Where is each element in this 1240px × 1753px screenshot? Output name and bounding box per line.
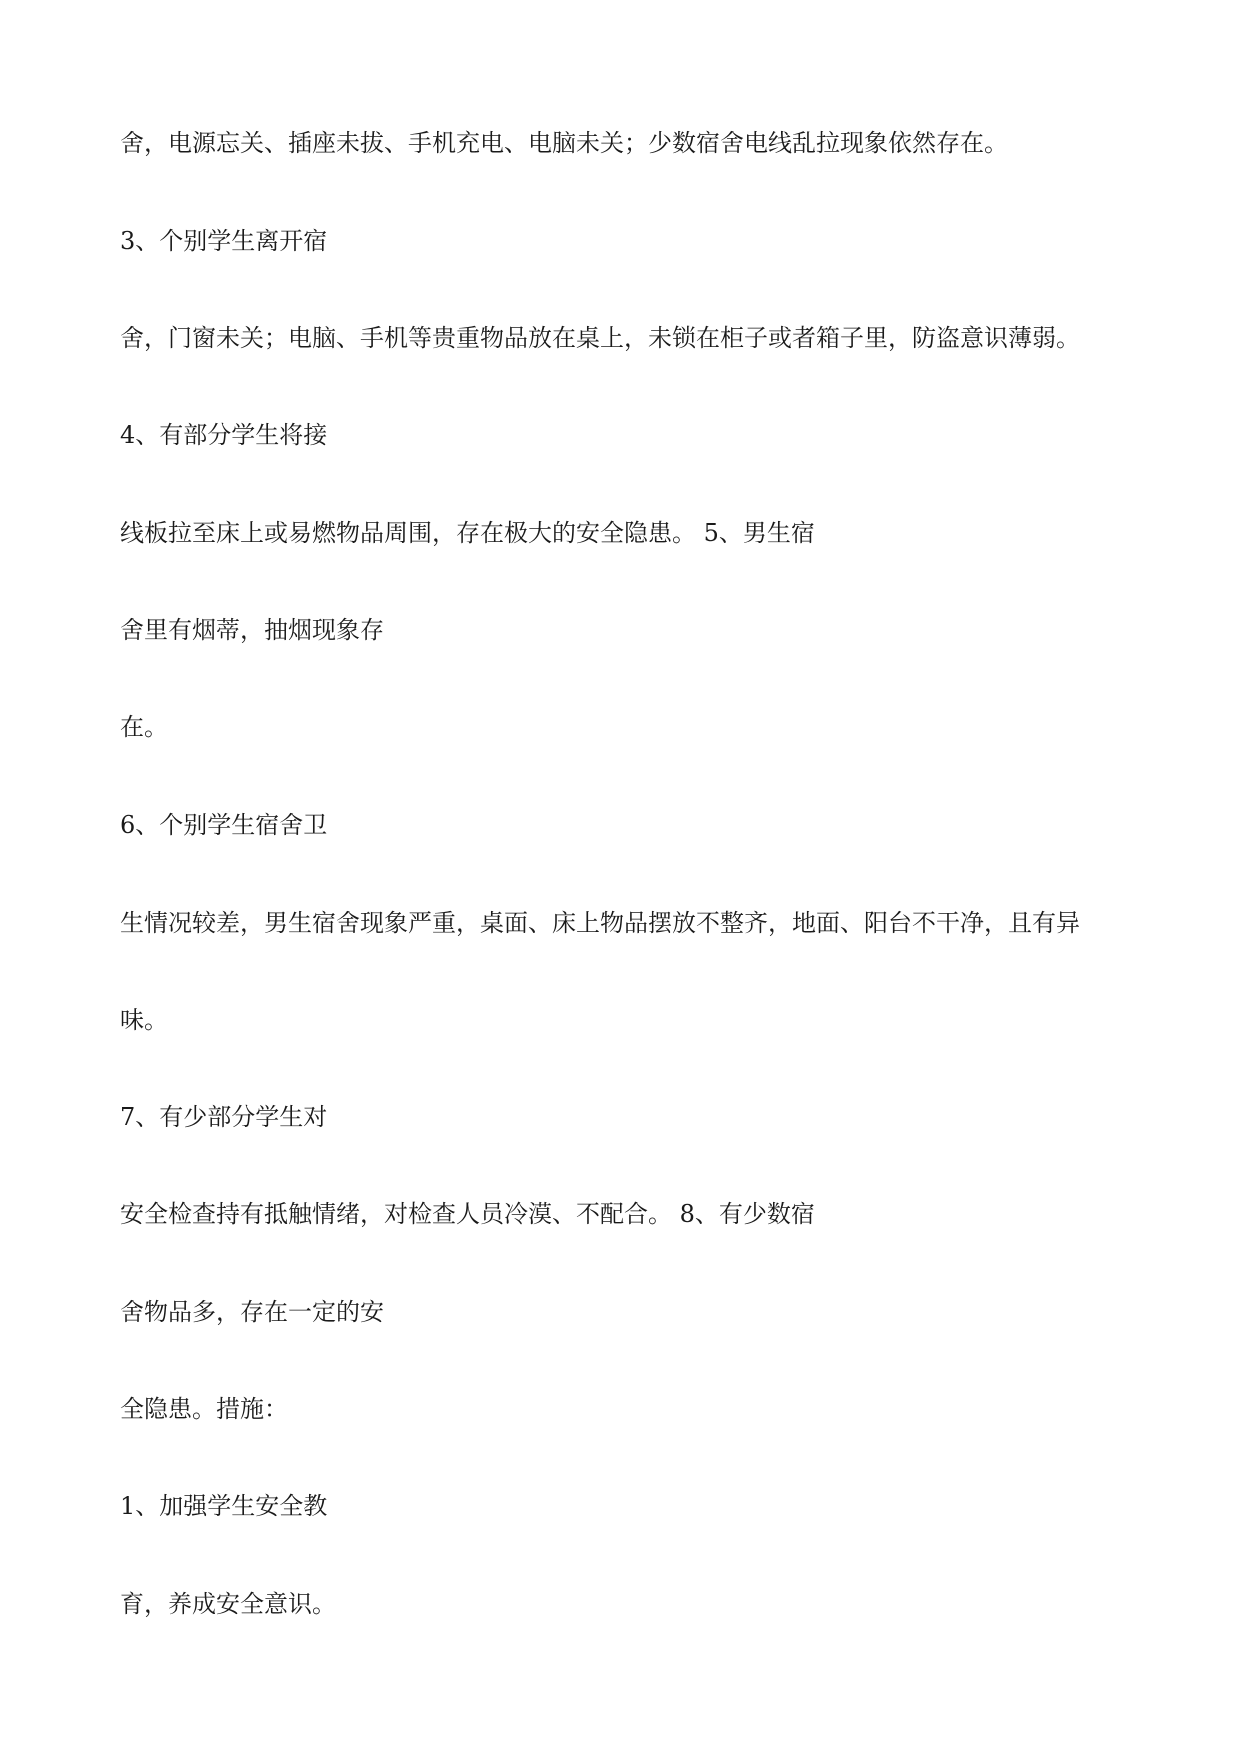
text-line: 全隐患。措施： [120,1395,288,1423]
text-line: 育，养成安全意识。 [120,1590,336,1618]
text-line: 在。 [120,713,168,741]
text-line: 安全检查持有抵触情绪，对检查人员冷漠、不配合。 8、有少数宿 [120,1200,815,1228]
text-line: 舍里有烟蒂，抽烟现象存 [120,616,384,644]
text-line: 1、加强学生安全教 [120,1492,328,1520]
text-line: 7、有少部分学生对 [120,1103,328,1131]
text-line: 4、有部分学生将接 [120,421,328,449]
text-line: 生情况较差，男生宿舍现象严重，桌面、床上物品摆放不整齐，地面、阳台不干净，且有异 [120,909,1080,937]
text-line: 舍，电源忘关、插座未拔、手机充电、电脑未关；少数宿舍电线乱拉现象依然存在。 [120,129,1008,157]
text-line: 舍，门窗未关；电脑、手机等贵重物品放在桌上，未锁在柜子或者箱子里，防盗意识薄弱。 [120,324,1080,352]
text-line: 舍物品多，存在一定的安 [120,1298,384,1326]
text-line: 3、个别学生离开宿 [120,227,328,255]
text-line: 味。 [120,1006,168,1034]
text-line: 6、个别学生宿舍卫 [120,811,328,839]
text-line: 线板拉至床上或易燃物品周围，存在极大的安全隐患。 5、男生宿 [120,519,815,547]
